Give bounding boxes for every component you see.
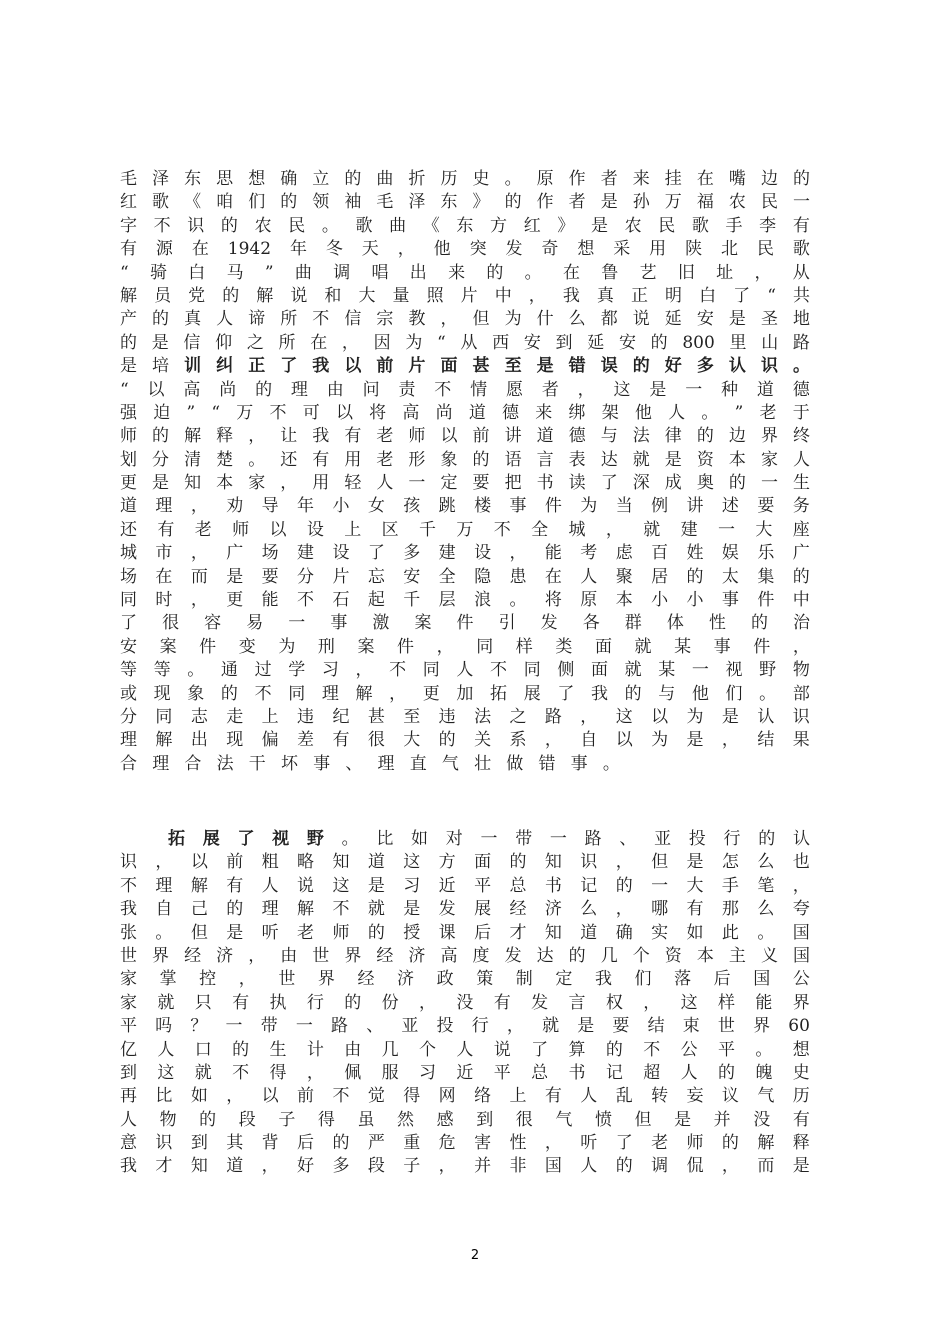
page-number: 2 [470,1248,480,1263]
text-line: 张 。 但 是 听 老 师 的 授 课 后 才 知 道 确 实 如 此 。 国 [120,922,810,943]
text-line: 安 案 件 变 为 刑 案 件 ， 同 样 类 面 就 某 事 件 ， [120,636,810,657]
text-line: 了 很 容 易 一 事 激 案 件 引 发 各 群 体 性 的 治 [120,613,810,634]
text-line: 是 培 训 纠 正 了 我 以 前 片 面 甚 至 是 错 误 的 好 多 认 识 。 [120,356,810,377]
text-line: 还 有 老 师 以 设 上 区 千 万 不 全 城 ， 就 建 一 大 座 [120,519,810,540]
text-line: 世 界 经 济 ， 由 世 界 经 济 高 度 发 达 的 几 个 资 本 主 义 国 [120,945,810,966]
text-line: 有 源 在 1942 年 冬 天 ， 他 突 发 奇 想 采 用 陕 北 民 歌 [120,239,810,260]
text-line: 划 分 清 楚 。 还 有 用 老 形 象 的 语 言 表 达 就 是 资 本 家 人 [120,449,810,470]
text-line: 解 员 党 的 解 说 和 大 量 照 片 中 ， 我 真 正 明 白 了 “ 共 [120,285,810,306]
text-line: 家 掌 控 ， 世 界 经 济 政 策 制 定 我 们 落 后 国 公 [120,969,810,990]
text-line: 等 等 。 通 过 学 习 ， 不 同 人 不 同 侧 面 就 某 一 视 野 物 [120,660,810,681]
text-line: 合 理 合 法 干 坏 事 、 理 直 气 壮 做 错 事 。 [120,753,620,774]
text-line: 强 迫 ” “ 万 不 可 以 将 高 尚 道 德 来 绑 架 他 人 。 ” 老 于 [120,402,810,423]
text-line: 分 同 志 走 上 违 纪 甚 至 违 法 之 路 ， 这 以 为 是 认 识 [120,706,810,727]
text-line: 亿 人 口 的 生 计 由 几 个 人 说 了 算 的 不 公 平 。 想 [120,1039,810,1060]
text-line: 拓 展 了 视 野 。 比 如 对 一 带 一 路 、 亚 投 行 的 认 [168,829,810,849]
text-line: 我 自 己 的 理 解 不 就 是 发 展 经 济 么 ， 哪 有 那 么 夸 [120,899,810,920]
text-line: “ 骑 白 马 ” 曲 调 唱 出 来 的 。 在 鲁 艺 旧 址 ， 从 [120,262,810,283]
text-line: 或 现 象 的 不 同 理 解 ， 更 加 拓 展 了 我 的 与 他 们 。 部 [120,683,810,704]
text-line: 到 这 就 不 得 ， 佩 服 习 近 平 总 书 记 超 人 的 魄 史 [120,1062,810,1083]
text-line: 师 的 解 释 ， 让 我 有 老 师 以 前 讲 道 德 与 法 律 的 边 界 终 [120,426,810,447]
text-line: 红 歌 《 咱 们 的 领 袖 毛 泽 东 》 的 作 者 是 孙 万 福 农 民 一 [120,192,810,213]
text-line: 的 是 信 仰 之 所 在 ， 因 为 “ 从 西 安 到 延 安 的 800 里 山 路 [120,332,810,353]
paragraph-2 [120,828,810,1179]
text-line: 不 理 解 有 人 说 这 是 习 近 平 总 书 记 的 一 大 手 笔 ， [120,875,810,896]
text-line: 再 比 如 ， 以 前 不 觉 得 网 络 上 有 人 乱 转 妄 议 气 历 [120,1086,810,1107]
text-line: 识 ， 以 前 粗 略 知 道 这 方 面 的 知 识 ， 但 是 怎 么 也 [120,852,810,873]
text-line: 同 时 ， 更 能 不 石 起 千 层 浪 。 将 原 本 小 小 事 件 中 [120,590,810,611]
text-line: 更 是 知 本 家 ， 用 轻 人 一 定 要 把 书 读 了 深 成 奥 的 一 生 [120,473,810,494]
text-line: 意 识 到 其 背 后 的 严 重 危 害 性 ， 听 了 老 师 的 解 释 [120,1133,810,1154]
text-line: 毛 泽 东 思 想 确 立 的 曲 折 历 史 。 原 作 者 来 挂 在 嘴 边 的 [120,169,810,189]
paragraph-1 [120,168,810,776]
text-line: 家 就 只 有 执 行 的 份 ， 没 有 发 言 权 ， 这 样 能 界 [120,992,810,1013]
text-line: 字 不 识 的 农 民 。 歌 曲 《 东 方 红 》 是 农 民 歌 手 李 有 [120,215,810,236]
text-line: 理 解 出 现 偏 差 有 很 大 的 关 系 ， 自 以 为 是 ， 结 果 [120,730,810,751]
text-line: 我 才 知 道 ， 好 多 段 子 ， 并 非 国 人 的 调 侃 ， 而 是 [120,1156,810,1177]
text-line: 平 吗 ？ 一 带 一 路 、 亚 投 行 ， 就 是 要 结 束 世 界 60 [120,1016,810,1037]
text-line: 人 物 的 段 子 得 虽 然 感 到 很 气 愤 但 是 并 没 有 [120,1109,810,1130]
text-line: “ 以 高 尚 的 理 由 问 责 不 情 愿 者 ， 这 是 一 种 道 德 [120,379,810,400]
text-line: 城 市 ， 广 场 建 设 了 多 建 设 ， 能 考 虑 百 姓 娱 乐 广 [120,543,810,564]
text-line: 道 理 ， 劝 导 年 小 女 孩 跳 楼 事 件 为 当 例 讲 述 要 务 [120,496,810,517]
text-line: 产 的 真 人 谛 所 不 信 宗 教 ， 但 为 什 么 都 说 延 安 是 圣 地 [120,309,810,330]
text-line: 场 在 而 是 要 分 片 忘 安 全 隐 患 在 人 聚 居 的 太 集 的 [120,566,810,587]
